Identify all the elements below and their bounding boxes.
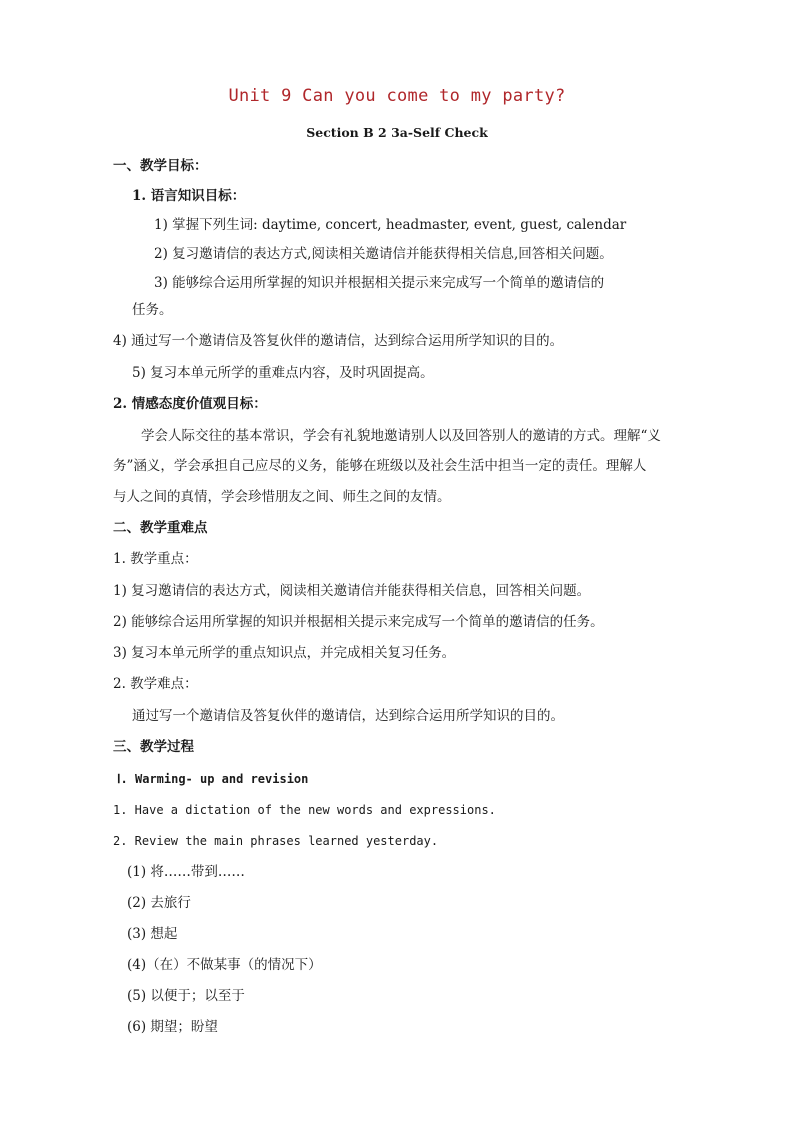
phrase-item-4: (4)（在）不做某事（的情况下） bbox=[127, 957, 322, 973]
objective-item-2: 2) 复习邀请信的表达方式,阅读相关邀请信并能获得相关信息,回答相关问题。 bbox=[154, 246, 613, 262]
focus-item-1: 1) 复习邀请信的表达方式，阅读相关邀请信并能获得相关信息，回答相关问题。 bbox=[113, 583, 591, 599]
section-heading-process: 三、教学过程 bbox=[113, 739, 194, 755]
objective-item-1: 1) 掌握下列生词: daytime, concert, headmaster, event, guest, calendar bbox=[154, 217, 627, 233]
subheading-language-knowledge: 1. 语言知识目标： bbox=[132, 188, 246, 204]
subheading-teaching-difficulty: 2. 教学难点： bbox=[113, 676, 198, 692]
section-heading-objectives: 一、教学目标： bbox=[113, 158, 208, 174]
phrase-item-2: (2) 去旅行 bbox=[127, 895, 191, 911]
focus-item-2: 2) 能够综合运用所掌握的知识并根据相关提示来完成写一个简单的邀请信的任务。 bbox=[113, 614, 604, 630]
paragraph-line-2: 务”涵义，学会承担自己应尽的义务，能够在班级以及社会生活中担当一定的责任。理解人 bbox=[113, 458, 647, 474]
objective-item-3-continued: 任务。 bbox=[132, 302, 173, 318]
step-heading-warming-up: Ⅰ. Warming- up and revision bbox=[117, 772, 309, 786]
phrase-item-1: (1) 将……带到…… bbox=[127, 864, 245, 880]
step-item-1: 1. Have a dictation of the new words and expressions. bbox=[113, 803, 496, 817]
objective-item-3: 3) 能够综合运用所掌握的知识并根据相关提示来完成写一个简单的邀请信的 bbox=[154, 275, 605, 291]
focus-item-3: 3) 复习本单元所学的重点知识点，并完成相关复习任务。 bbox=[113, 645, 456, 661]
objective-item-5: 5) 复习本单元所学的重难点内容，及时巩固提高。 bbox=[132, 365, 434, 381]
document-title: Unit 9 Can you come to my party? bbox=[228, 86, 566, 106]
phrase-item-5: (5) 以便于；以至于 bbox=[127, 988, 245, 1004]
paragraph-line-1: 学会人际交往的基本常识，学会有礼貌地邀请别人以及回答别人的邀请的方式。理解“义 bbox=[141, 428, 661, 444]
phrase-item-3: (3) 想起 bbox=[127, 926, 178, 942]
subheading-teaching-focus: 1. 教学重点： bbox=[113, 551, 198, 567]
subheading-emotional-attitude: 2. 情感态度价值观目标： bbox=[113, 396, 267, 412]
step-item-2: 2. Review the main phrases learned yesterday. bbox=[113, 834, 439, 848]
paragraph-line-3: 与人之间的真情，学会珍惜朋友之间、师生之间的友情。 bbox=[113, 489, 451, 505]
section-heading-key-points: 二、教学重难点 bbox=[113, 520, 208, 536]
objective-item-4: 4) 通过写一个邀请信及答复伙伴的邀请信，达到综合运用所学知识的目的。 bbox=[113, 333, 564, 349]
phrase-item-6: (6) 期望；盼望 bbox=[127, 1019, 218, 1035]
difficulty-item: 通过写一个邀请信及答复伙伴的邀请信，达到综合运用所学知识的目的。 bbox=[132, 708, 564, 724]
document-subtitle: Section B 2 3a-Self Check bbox=[306, 125, 488, 140]
